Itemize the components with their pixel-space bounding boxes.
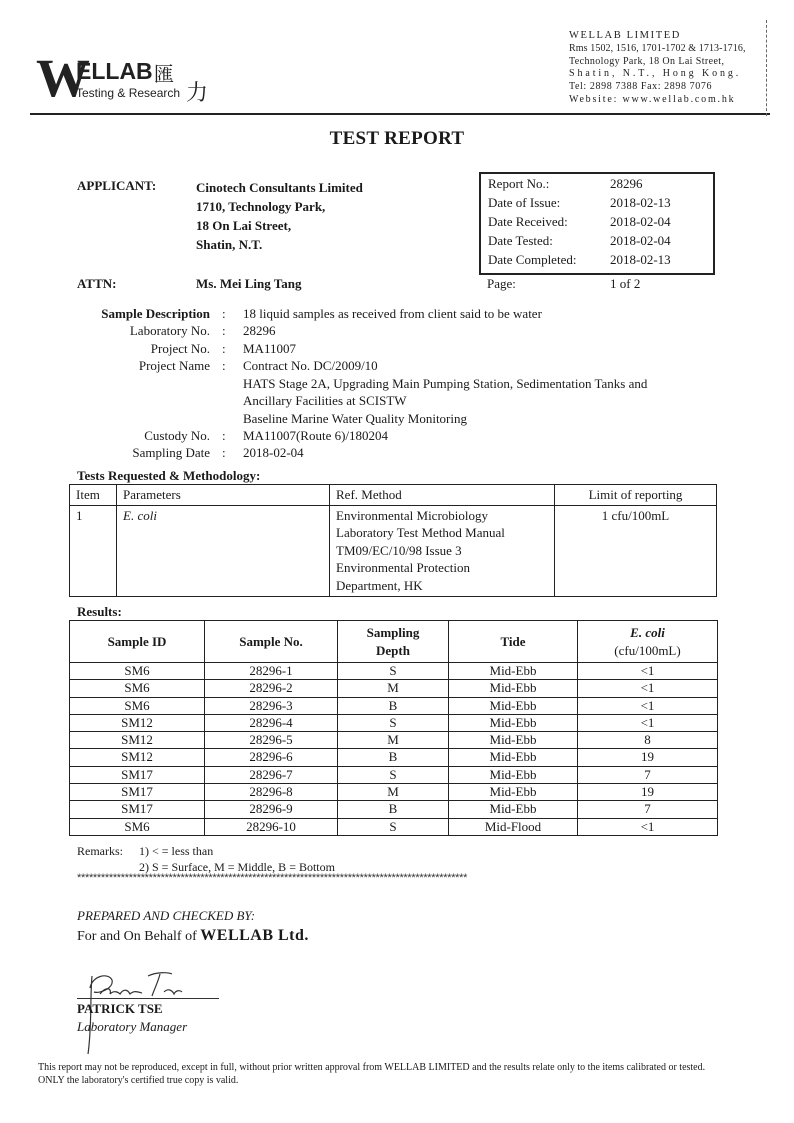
results-body <box>70 663 718 836</box>
colon: : <box>222 428 226 443</box>
company-website: Website: www.wellab.com.hk <box>569 93 736 105</box>
colon: : <box>222 341 226 356</box>
applicant-line: Cinotech Consultants Limited <box>196 180 363 195</box>
tide-cell: Mid-Ebb <box>449 801 578 818</box>
results-header-row <box>70 621 718 663</box>
project-name-line: Baseline Marine Water Quality Monitoring <box>243 410 467 426</box>
project-name-line: HATS Stage 2A, Upgrading Main Pumping Station, Sedimentation Tanks and <box>243 375 648 391</box>
ecoli-header-unit: (cfu/100mL) <box>614 642 681 658</box>
date-completed-label: Date Completed: <box>488 252 577 267</box>
tide-cell: Mid-Ebb <box>449 766 578 783</box>
project-name-line: Contract No. DC/2009/10 <box>243 358 378 373</box>
sample-id-cell: SM17 <box>70 784 205 801</box>
report-info-box <box>479 172 715 275</box>
applicant-line: 18 On Lai Street, <box>196 218 292 233</box>
results-row <box>70 663 718 680</box>
depth-header-line: Depth <box>376 642 410 658</box>
ecoli-cell: <1 <box>578 697 718 714</box>
laboratory-no-value: 28296 <box>243 323 276 338</box>
sample-id-cell: SM6 <box>70 663 205 680</box>
ref-method-line: Department, HK <box>336 577 423 593</box>
date-received-label: Date Received: <box>488 214 568 229</box>
tests-header-parameters: Parameters <box>117 485 330 506</box>
applicant-label: APPLICANT: <box>77 178 157 193</box>
sample-no-cell: 28296-7 <box>205 766 338 783</box>
ref-method-line: Laboratory Test Method Manual <box>336 525 505 541</box>
ecoli-cell: 19 <box>578 749 718 766</box>
sample-id-cell: SM6 <box>70 818 205 835</box>
tide-cell: Mid-Ebb <box>449 749 578 766</box>
project-no-label: Project No. <box>150 341 210 356</box>
ref-method-line: Environmental Protection <box>336 560 470 576</box>
header-side-rule <box>766 20 768 116</box>
header-divider <box>30 113 770 115</box>
depth-header-line: Sampling <box>366 624 420 640</box>
company-phone-fax: Tel: 2898 7388 Fax: 2898 7076 <box>569 81 713 93</box>
sample-no-cell: 28296-10 <box>205 818 338 835</box>
remark-item: 1) < = less than <box>139 844 214 858</box>
depth-cell: B <box>338 801 449 818</box>
applicant-line: Shatin, N.T. <box>196 237 263 252</box>
sample-id-cell: SM17 <box>70 801 205 818</box>
behalf-company: WELLAB Ltd. <box>200 927 309 944</box>
custody-no-value: MA11007(Route 6)/180204 <box>243 428 389 443</box>
results-row <box>70 714 718 731</box>
applicant-line: 1710, Technology Park, <box>196 199 326 214</box>
page-label: Page: <box>487 276 516 291</box>
results-row <box>70 749 718 766</box>
sample-no-cell: 28296-1 <box>205 663 338 680</box>
depth-cell: S <box>338 663 449 680</box>
separator-stars: ************************************************************************************************** <box>77 872 468 884</box>
depth-cell: S <box>338 818 449 835</box>
signer-name: PATRICK TSE <box>77 1001 163 1016</box>
depth-cell: S <box>338 766 449 783</box>
tide-cell: Mid-Flood <box>449 818 578 835</box>
sampling-date-label: Sampling Date <box>132 445 210 460</box>
sampling-date-value: 2018-02-04 <box>243 445 304 460</box>
ecoli-cell: 19 <box>578 784 718 801</box>
prepared-by-label: PREPARED AND CHECKED BY: <box>77 908 256 923</box>
tests-limit: 1 cfu/100mL <box>555 505 717 596</box>
date-tested-label: Date Tested: <box>488 233 553 248</box>
date-tested-value: 2018-02-04 <box>610 233 671 248</box>
tide-cell: Mid-Ebb <box>449 714 578 731</box>
report-no-value: 28296 <box>610 176 643 191</box>
tests-header-item: Item <box>70 485 117 506</box>
ecoli-cell: <1 <box>578 680 718 697</box>
date-completed-value: 2018-02-13 <box>610 252 671 267</box>
results-header-sample-id: Sample ID <box>70 621 205 663</box>
company-address-line: Rms 1502, 1516, 1701-1702 & 1713-1716, <box>569 42 746 54</box>
tests-row <box>70 505 717 596</box>
custody-no-label: Custody No. <box>144 428 210 443</box>
sample-id-cell: SM6 <box>70 697 205 714</box>
footer-line: ONLY the laboratory's certified true copy is valid. <box>38 1074 239 1086</box>
sample-no-cell: 28296-3 <box>205 697 338 714</box>
tests-header-row <box>70 485 717 506</box>
sample-id-cell: SM17 <box>70 766 205 783</box>
logo-chinese-1: 匯 <box>154 64 174 86</box>
sample-id-cell: SM12 <box>70 749 205 766</box>
colon: : <box>222 358 226 373</box>
sample-no-cell: 28296-9 <box>205 801 338 818</box>
sample-no-cell: 28296-4 <box>205 714 338 731</box>
report-no-label: Report No.: <box>488 176 550 191</box>
results-row <box>70 801 718 818</box>
on-behalf-of <box>77 927 309 945</box>
sample-id-cell: SM12 <box>70 732 205 749</box>
colon: : <box>222 445 226 460</box>
tests-parameter: E. coli <box>117 505 330 596</box>
results-table <box>69 620 718 836</box>
results-header-sample-no: Sample No. <box>205 621 338 663</box>
sample-no-cell: 28296-2 <box>205 680 338 697</box>
ecoli-cell: <1 <box>578 714 718 731</box>
company-address-line: Shatin, N.T., Hong Kong. <box>569 68 742 80</box>
sample-no-cell: 28296-6 <box>205 749 338 766</box>
results-row <box>70 784 718 801</box>
tests-item: 1 <box>70 505 117 596</box>
colon: : <box>222 306 226 321</box>
tests-header-ref-method: Ref. Method <box>330 485 555 506</box>
sample-id-cell: SM6 <box>70 680 205 697</box>
ecoli-header-line: E. coli <box>630 624 665 640</box>
applicant-address <box>196 178 363 254</box>
tide-cell: Mid-Ebb <box>449 784 578 801</box>
ecoli-cell: <1 <box>578 818 718 835</box>
depth-cell: M <box>338 784 449 801</box>
date-of-issue-label: Date of Issue: <box>488 195 561 210</box>
ref-method-line: TM09/EC/10/98 Issue 3 <box>336 542 462 558</box>
company-address-line: Technology Park, 18 On Lai Street, <box>569 55 725 67</box>
results-row <box>70 732 718 749</box>
ecoli-cell: 7 <box>578 801 718 818</box>
signature-line <box>77 998 219 999</box>
page-number: 1 of 2 <box>610 276 641 291</box>
results-header-tide: Tide <box>449 621 578 663</box>
laboratory-no-label: Laboratory No. <box>129 323 210 338</box>
colon: : <box>222 323 226 338</box>
results-row <box>70 680 718 697</box>
depth-cell: M <box>338 680 449 697</box>
tide-cell: Mid-Ebb <box>449 697 578 714</box>
sample-id-cell: SM12 <box>70 714 205 731</box>
attn-value: Ms. Mei Ling Tang <box>196 276 302 291</box>
footer-disclaimer <box>38 1062 778 1087</box>
project-name-value <box>243 357 647 427</box>
ref-method-line: Environmental Microbiology <box>336 507 489 523</box>
results-header-ecoli <box>578 621 718 663</box>
project-name-label: Project Name <box>138 358 210 373</box>
results-row <box>70 766 718 783</box>
tide-cell: Mid-Ebb <box>449 680 578 697</box>
depth-cell: M <box>338 732 449 749</box>
remarks-label: Remarks: <box>77 844 123 858</box>
company-address-block <box>569 30 746 107</box>
date-received-value: 2018-02-04 <box>610 214 671 229</box>
sample-description-value: 18 liquid samples as received from client said to be water <box>243 306 542 321</box>
ecoli-cell: 8 <box>578 732 718 749</box>
results-row <box>70 697 718 714</box>
tests-ref-method <box>330 505 555 596</box>
ecoli-cell: <1 <box>578 663 718 680</box>
project-no-value: MA11007 <box>243 341 296 356</box>
attn-label: ATTN: <box>77 276 117 291</box>
tests-header-limit: Limit of reporting <box>555 485 717 506</box>
ecoli-cell: 7 <box>578 766 718 783</box>
results-section-title: Results: <box>77 604 122 619</box>
tide-cell: Mid-Ebb <box>449 663 578 680</box>
depth-cell: B <box>338 697 449 714</box>
logo-name: ELLAB <box>76 58 153 84</box>
depth-cell: B <box>338 749 449 766</box>
depth-cell: S <box>338 714 449 731</box>
date-of-issue-value: 2018-02-13 <box>610 195 671 210</box>
remarks <box>77 843 335 874</box>
logo-subtitle: Testing & Research <box>76 86 181 100</box>
wellab-logo <box>36 48 216 108</box>
project-name-line: Ancillary Facilities at SCISTW <box>243 393 407 409</box>
signer-title: Laboratory Manager <box>77 1019 188 1034</box>
tests-table <box>69 484 717 597</box>
logo-chinese-2: 力 <box>186 80 209 105</box>
sample-no-cell: 28296-8 <box>205 784 338 801</box>
results-row <box>70 818 718 835</box>
sample-no-cell: 28296-5 <box>205 732 338 749</box>
results-header-depth <box>338 621 449 663</box>
tide-cell: Mid-Ebb <box>449 732 578 749</box>
logo-big-letter: W <box>36 48 88 108</box>
tests-section-title: Tests Requested & Methodology: <box>77 468 261 483</box>
sample-description-label: Sample Description <box>101 306 210 321</box>
behalf-prefix: For and On Behalf of <box>77 929 201 944</box>
remark-item: 2) S = Surface, M = Middle, B = Bottom <box>139 860 335 874</box>
document-title: TEST REPORT <box>329 128 465 149</box>
footer-line: This report may not be reproduced, except in full, without prior written approval from WELLAB LIMITED and the results relate only to the items calibrated or tested. <box>38 1062 706 1073</box>
company-name: WELLAB LIMITED <box>569 30 681 41</box>
